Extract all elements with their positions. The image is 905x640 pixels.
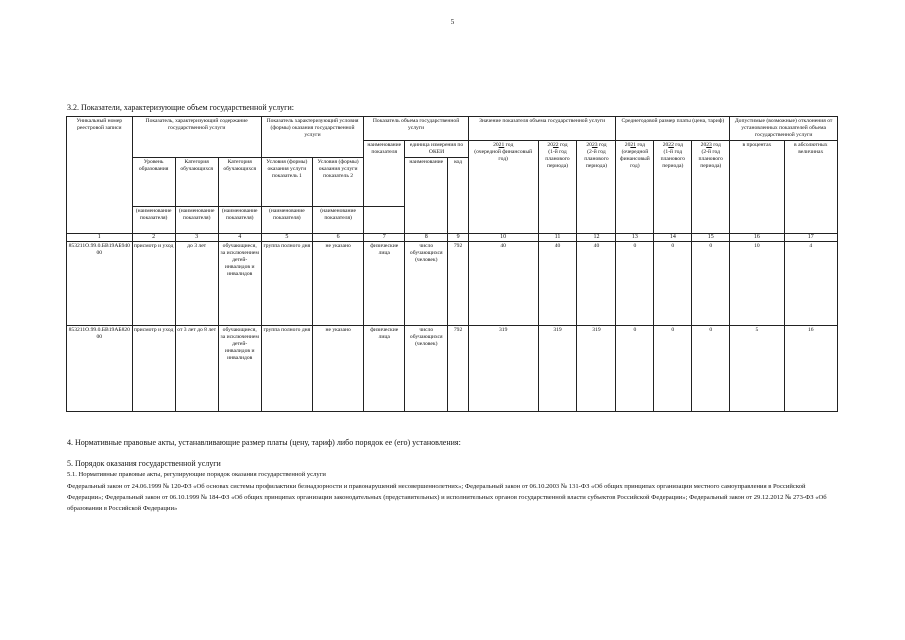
header-year-2: 2022 год (1-й год планового периода): [538, 140, 577, 233]
header-fee-year-3: 2023 год (2-й год планового периода): [692, 140, 730, 233]
header-deviation-absolute: в абсолютных величинах: [784, 140, 837, 233]
laws-paragraph: Федеральный закон от 24.06.1999 № 120-ФЗ «Об основах системы профилактики безнадзорности и правонарушений несовершеннолетних»; Федеральный закон от 06.10.2003 № 131-ФЗ «Об общих принципах организации местного самоуправления в Российской Федерации»; Федеральный закон от 06.10.1999 № 184-ФЗ «Об общих принципах организации законодательных (представительных) и исполнительных органов государственной власти субъектов Российской Федерации»; Федеральный закон от 29.12.2012 № 273-ФЗ «Об образовании в Российской Федерации»: [67, 483, 827, 512]
cell-deviation-absolute: 4: [784, 242, 837, 326]
cell-value-2: 319: [538, 326, 577, 412]
header-level: Уровень образования: [132, 157, 175, 206]
cell-age: до 3 лет: [175, 242, 218, 326]
cell-unit: число обучающихся (человек): [405, 242, 448, 326]
cell-deviation-absolute: 16: [784, 326, 837, 412]
header-fee: Среднегодовой размер платы (цена, тариф): [616, 117, 730, 141]
cell-fee-1: 0: [616, 326, 654, 412]
cell-registry: 853211О.99.0.БВ19АБ82000: [67, 326, 133, 412]
cell-category: обучающиеся, за исключением детей-инвалидов и инвалидов: [218, 326, 261, 412]
cell-condition-2: не указано: [312, 242, 363, 326]
cell-registry: 853211О.99.0.БВ19АБ94000: [67, 242, 133, 326]
column-number: 6: [312, 233, 363, 242]
header-year-1: 2021 год (очередной финансовый год): [468, 140, 538, 233]
table-row: [67, 242, 838, 326]
section-5-heading: 5. Порядок оказания государственной услуги: [67, 459, 221, 468]
cell-value-3: 40: [577, 242, 616, 326]
cell-fee-2: 0: [654, 242, 692, 326]
header-category-1: Категория обучающихся: [175, 157, 218, 206]
header-condition-1: Условия (формы) оказания услуги показатель 1: [261, 157, 312, 206]
header-deviation: Допустимые (возможные) отклонения от установленных показателей объема государственной услуги: [730, 117, 838, 141]
header-condition-2: Условия (формы) оказания услуги показатель 2: [312, 157, 363, 206]
cell-value-3: 319: [577, 326, 616, 412]
header-volume-unit: единица измерения по ОКЕИ: [405, 140, 469, 157]
cell-form: группа полного дня: [261, 242, 312, 326]
section-heading: 3.2. Показатели, характеризующие объем государственной услуги:: [67, 103, 294, 112]
section-4-heading: 4. Нормативные правовые акты, устанавливающие размер платы (цену, тариф) либо порядок ее (его) установления:: [67, 438, 461, 447]
column-number: 3: [175, 233, 218, 242]
cell-age: от 3 лет до 8 лет: [175, 326, 218, 412]
cell-fee-3: 0: [692, 242, 730, 326]
cell-deviation-percent: 10: [730, 242, 784, 326]
header-unit-name: наименование: [405, 157, 448, 233]
cell-form: группа полного дня: [261, 326, 312, 412]
column-number: 7: [364, 233, 405, 242]
name-hint: (наименование показателя): [218, 206, 261, 233]
name-hint: (наименование показателя): [312, 206, 363, 233]
column-number: 5: [261, 233, 312, 242]
header-fee-year-1: 2021 год (очередной финансовый год): [616, 140, 654, 233]
header-volume: Показатель объема государственной услуги: [364, 117, 469, 141]
cell-level: присмотр и уход: [132, 326, 175, 412]
cell-condition-2: не указано: [312, 326, 363, 412]
section-5-1-heading: 5.1. Нормативные правовые акты, регулирующие порядок оказания государственной услуги: [67, 471, 326, 478]
column-number: 4: [218, 233, 261, 242]
column-number: 13: [616, 233, 654, 242]
header-year-3: 2023 год (2-й год планового периода): [577, 140, 616, 233]
header-value: Значение показателя объема государственной услуги: [468, 117, 616, 141]
cell-value-2: 40: [538, 242, 577, 326]
header-registry: Уникальный номер реестровой записи: [67, 117, 133, 234]
header-deviation-percent: в процентах: [730, 140, 784, 233]
cell-code: 792: [448, 326, 469, 412]
cell-value-1: 40: [468, 242, 538, 326]
header-fee-year-2: 2022 год (1-й год планового периода): [654, 140, 692, 233]
name-hint: (наименование показателя): [261, 206, 312, 233]
column-number: 16: [730, 233, 784, 242]
header-content: Показатель, характеризующий содержание государственной услуги: [132, 117, 261, 158]
column-number: 2: [132, 233, 175, 242]
cell-indicator: физические лица: [364, 242, 405, 326]
cell-code: 792: [448, 242, 469, 326]
cell-indicator: физические лица: [364, 326, 405, 412]
name-hint: (наименование показателя): [175, 206, 218, 233]
header-category-2: Категория обучающихся: [218, 157, 261, 206]
column-number: 10: [468, 233, 538, 242]
column-number-row: [67, 233, 838, 242]
column-number: 15: [692, 233, 730, 242]
column-number: 9: [448, 233, 469, 242]
column-number: 11: [538, 233, 577, 242]
cell-fee-3: 0: [692, 326, 730, 412]
table-row: [67, 326, 838, 412]
page-number: 5: [450, 18, 455, 26]
cell-unit: число обучающихся (человек): [405, 326, 448, 412]
name-hint: (наименование показателя): [132, 206, 175, 233]
cell-fee-2: 0: [654, 326, 692, 412]
column-number: 8: [405, 233, 448, 242]
header-row-1: [67, 117, 838, 141]
cell-value-1: 319: [468, 326, 538, 412]
column-number: 12: [577, 233, 616, 242]
cell-level: присмотр и уход: [132, 242, 175, 326]
cell-fee-1: 0: [616, 242, 654, 326]
header-volume-name: наименование показателя: [364, 140, 405, 206]
cell-deviation-percent: 5: [730, 326, 784, 412]
column-number: 17: [784, 233, 837, 242]
header-unit-code: код: [448, 157, 469, 233]
volume-indicators-table: [66, 116, 838, 412]
header-conditions: Показатель характеризующий условия (формы) оказания государственной услуги: [261, 117, 364, 158]
column-number: 14: [654, 233, 692, 242]
cell-category: обучающиеся, за исключением детей-инвалидов и инвалидов: [218, 242, 261, 326]
column-number: 1: [67, 233, 133, 242]
